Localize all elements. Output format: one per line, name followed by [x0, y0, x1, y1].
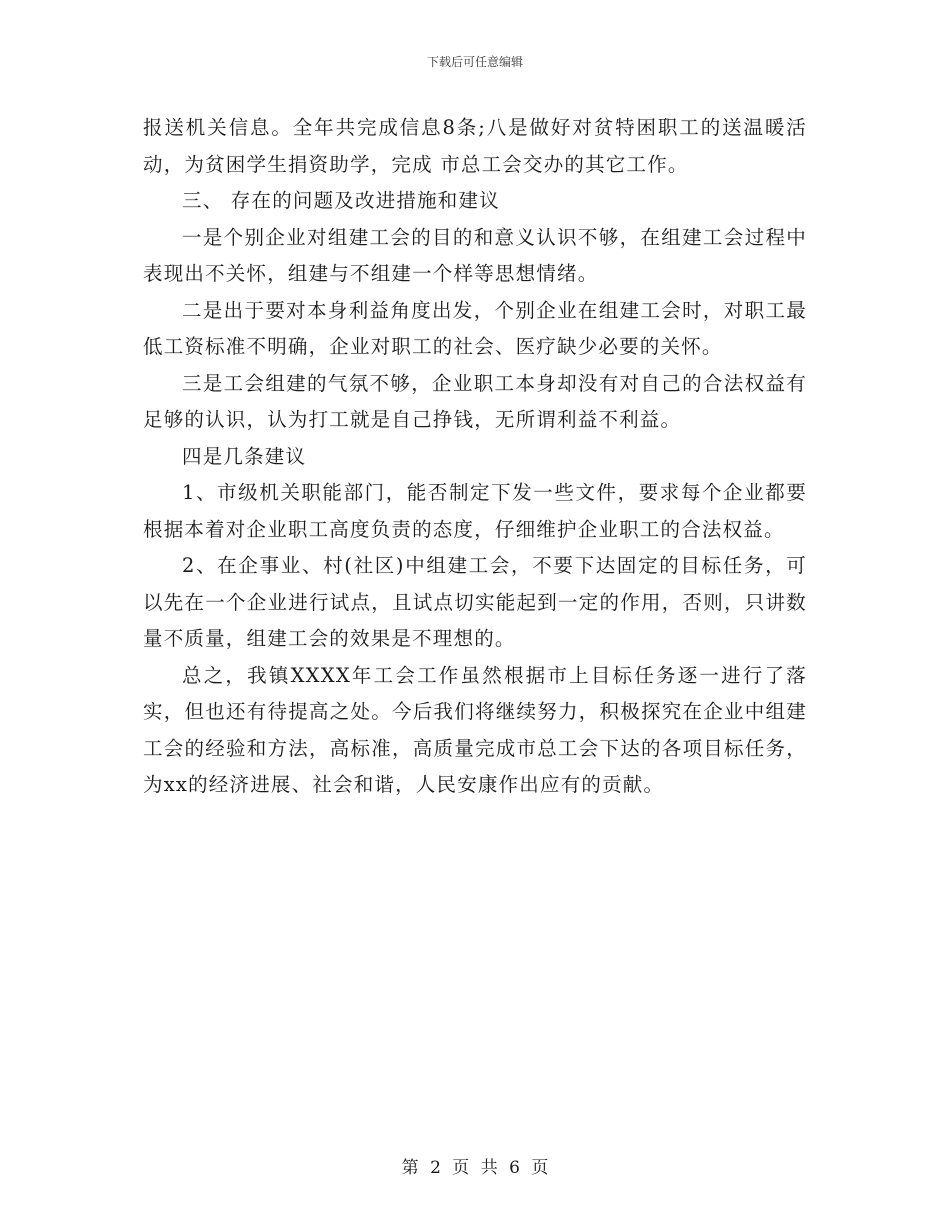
paragraph: 总之，我镇XXXX年工会工作虽然根据市上目标任务逐一进行了落实，但也还有待提高之处。今后我们将继续努力，积极探究在企业中组建工会的经验和方法，高标准，高质量完成市总工会下达的各项目标任务，为xx的经济进展、社会和谐，人民安康作出应有的贡献。: [143, 663, 807, 796]
paragraph: 一是个别企业对组建工会的目的和意义认识不够，在组建工会过程中表现出不关怀，组建与不组建一个样等思想情绪。: [143, 225, 807, 285]
paragraph: 报送机关信息。全年共完成信息8条;八是做好对贫特困职工的送温暖活动，为贫困学生捐资助学，完成 市总工会交办的其它工作。: [143, 116, 807, 176]
page-header: 下载后可任意编辑: [426, 55, 523, 69]
paragraph: 二是出于要对本身利益角度出发，个别企业在组建工会时，对职工最低工资标准不明确，企业对职工的社会、医疗缺少必要的关怀。: [143, 298, 807, 358]
section-heading: 三、 存在的问题及改进措施和建议: [182, 189, 500, 212]
paragraph: 三是工会组建的气氛不够，企业职工本身却没有对自己的合法权益有足够的认识，认为打工就是自己挣钱，无所谓利益不利益。: [143, 371, 807, 431]
paragraph: 1、市级机关职能部门，能否制定下发一些文件，要求每个企业都要根据本着对企业职工高度负责的态度，仔细维护企业职工的合法权益。: [143, 481, 807, 541]
sub-heading: 四是几条建议: [182, 444, 307, 468]
document-body: [143, 110, 807, 804]
paragraph: 2、在企事业、村(社区)中组建工会，不要下达固定的目标任务，可以先在一个企业进行试点，且试点切实能起到一定的作用，否则，只讲数量不质量，组建工会的效果是不理想的。: [143, 554, 807, 650]
page-footer: 第 2 页 共 6 页: [401, 1158, 549, 1178]
